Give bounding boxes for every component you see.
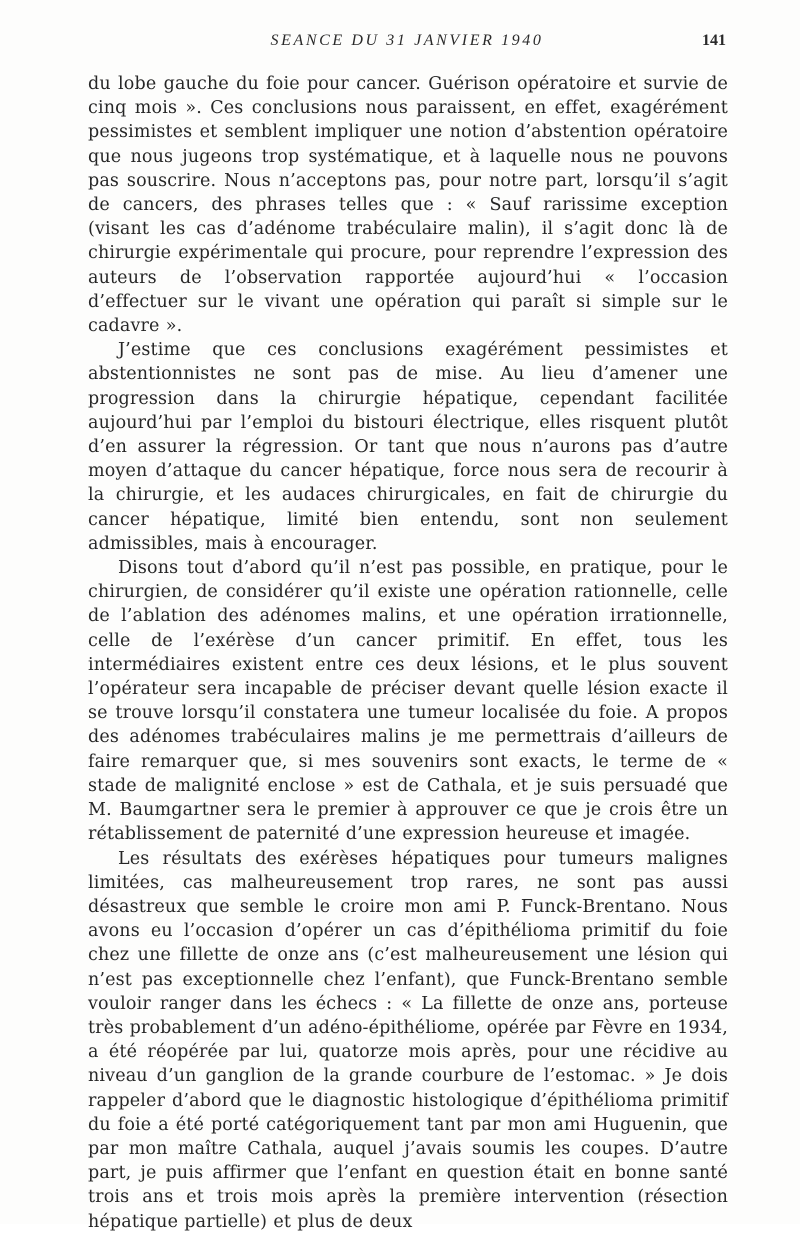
paragraph-3: Disons tout d’abord qu’il n’est pas possible, en pratique, pour le chirurgien, de considérer qu’il existe une opération rationnelle, celle de l’ablation des adénomes malins, et une opération irrationnelle, celle de l’exérèse d’un cancer primitif. En effet, tous les intermédiaires existent entre ces deux lésions, et le plus souvent l’opérateur sera incapable de préciser devant quelle lésion exacte il se trouve lorsqu’il constatera une tumeur localisée du foie. A propos des adénomes trabéculaires malins je me permettrais d’ailleurs de faire remarquer que, si mes souvenirs sont exacts, le terme de « stade de malignité enclose » est de Cathala, et je suis persuadé que M. Baumgartner sera le premier à approuver ce que je crois être un rétablissement de paternité d’une expression heureuse et imagée. [88, 558, 728, 845]
running-head [88, 32, 726, 56]
paragraph-2: J’estime que ces conclusions exagérément pessimistes et abstentionnistes ne sont pas de mise. Au lieu d’amener une progression dans la chirurgie hépatique, cependant facilitée aujourd’hui par l’emploi du bistouri électrique, elles risquent plutôt d’en assurer la régression. Or tant que nous n’aurons pas d’autre moyen d’attaque du cancer hépatique, force nous sera de recourir à la chirurgie, et les audaces chirurgicales, en fait de chirurgie du cancer hépatique, limité bien entendu, sont non seulement admissibles, mais à encourager. [88, 340, 728, 554]
paragraph-1: du lobe gauche du foie pour cancer. Guérison opératoire et survie de cinq mois ». Ces conclusions nous paraissent, en effet, exagérément pessimistes et semblent impliquer une notion d’abstention opératoire que nous jugeons trop systématique, et à laquelle nous ne pouvons pas souscrire. Nous n’acceptons pas, pour notre part, lorsqu’il s’agit de cancers, des phrases telles que : « Sauf rarissime exception (visant les cas d’adénome trabéculaire malin), il s’agit donc là de chirurgie expérimentale qui procure, pour reprendre l’expression des auteurs de l’observation rapportée aujourd’hui « l’occasion d’effectuer sur le vivant une opération qui paraît si simple sur le cadavre ». [88, 74, 728, 337]
body-text [88, 72, 728, 1234]
running-title: SEANCE DU 31 JANVIER 1940 [270, 32, 544, 49]
paragraph-4: Les résultats des exérèses hépatiques pour tumeurs malignes limitées, cas malheureusement trop rares, ne sont pas aussi désastreux que semble le croire mon ami P. Funck-Brentano. Nous avons eu l’occasion d’opérer un cas d’épithélioma primitif du foie chez une fillette de onze ans (c’est malheureusement une lésion qui n’est pas exceptionnelle chez l’enfant), que Funck-Brentano semble vouloir ranger dans les échecs : « La fillette de onze ans, porteuse très probablement d’un adéno-épithéliome, opérée par Fèvre en 1934, a été réopérée par lui, quatorze mois après, pour une récidive au niveau d’un ganglion de la grande courbure de l’estomac. » Je dois rappeler d’abord que le diagnostic histologique d’épithélioma primitif du foie a été porté catégoriquement tant par mon ami Huguenin, que par mon maître Cathala, auquel j’avais soumis les coupes. D’autre part, je puis affirmer que l’enfant en question était en bonne santé trois ans et trois mois après la première intervention (résection hépatique partielle) et plus de deux [88, 848, 728, 1232]
page-number: 141 [702, 32, 726, 49]
